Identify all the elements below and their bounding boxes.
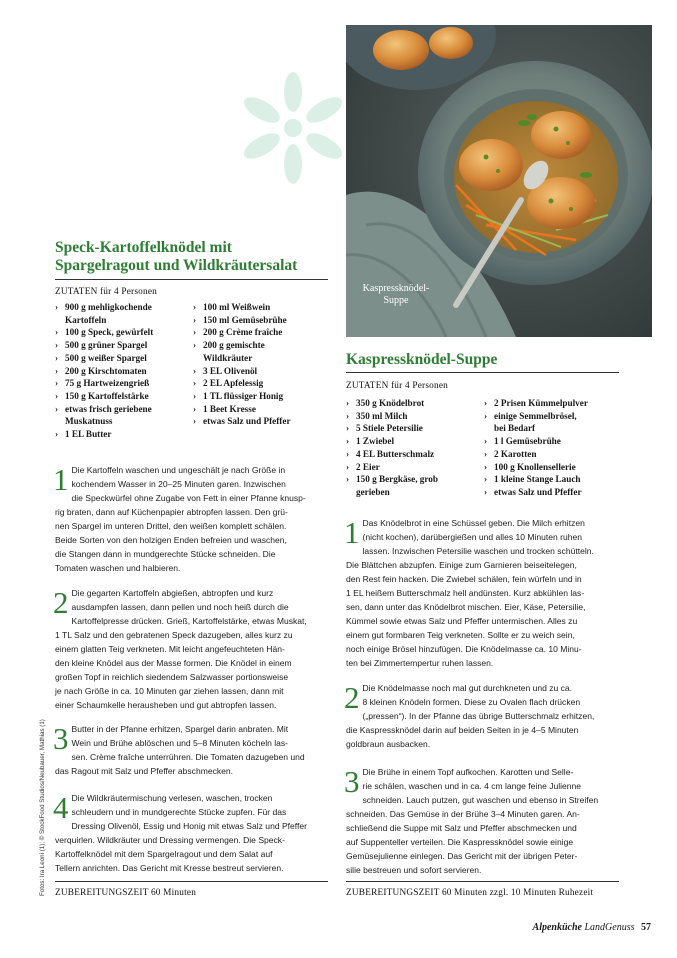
bullet-arrow-icon: › [193, 390, 197, 401]
recipe1-ingredient-text: 200 g Crème fraîche [203, 327, 283, 338]
recipe1-ingredient [55, 314, 195, 327]
recipe1-ingredient-text: Muskatnuss [65, 416, 113, 427]
recipe1-ingredient [55, 301, 195, 314]
recipe1-ingredient-text: 1 EL Butter [65, 429, 112, 440]
recipe2-step-number: 2 [344, 680, 360, 715]
recipe1-ingredient-text: 200 g Kirschtomaten [65, 365, 147, 376]
bullet-arrow-icon: › [346, 423, 350, 434]
recipe1-ingredient-text: 2 EL Apfelessig [203, 378, 264, 389]
recipe1-step-3 [55, 723, 340, 779]
recipe1-ingredient-text: 1 Beet Kresse [203, 403, 256, 414]
recipe1-step-text-line: Butter in der Pfanne erhitzen, Spargel darin anbraten. Mit [71, 724, 289, 734]
recipe1-ingredient [193, 390, 333, 403]
recipe2-ingredient [346, 486, 486, 499]
recipe2-step-text-line: ten bei Zimmertempertur ruhen lassen. [346, 657, 494, 668]
bullet-arrow-icon: › [193, 416, 197, 427]
recipe1-step-text-line: Tomaten waschen und halbieren. [55, 562, 181, 573]
recipe2-step-text-line: Gemüsejulienne einlegen. Das Gericht mit der übrigen Peter- [346, 850, 578, 861]
recipe1-step-text-line: einem glatten Teig verkneten. Mit leicht angefeuchteten Hän- [55, 643, 285, 654]
recipe2-step-text-line: noch einige Brösel hinzufügen. Die Knödelmasse ca. 10 Minu- [346, 643, 582, 654]
recipe1-step-text-line: je nach Größe in ca. 10 Minuten gar ziehen lassen, dann mit [55, 685, 284, 696]
recipe1-ingredient [193, 301, 333, 314]
recipe1-ingredient [55, 415, 195, 428]
bullet-arrow-icon: › [346, 436, 350, 447]
page-footer [533, 922, 651, 933]
recipe2-step-number: 3 [344, 764, 360, 799]
recipe1-ingredient-text: 500 g grüner Spargel [65, 340, 148, 351]
recipe1-ingredient [193, 365, 333, 378]
recipe1-step-number: 2 [53, 585, 69, 620]
page-number: 57 [641, 922, 651, 933]
recipe1-step-text-line: rig braten, dann auf Küchenpapier abtropfen lassen. Den grü- [55, 506, 288, 517]
recipe2-time-rule [346, 881, 619, 882]
recipe1-ingredient-text: etwas Salz und Pfeffer [203, 416, 291, 427]
recipe1-step-text-line: 1 TL Salz und den gebratenen Speck dazugeben, alles kurz zu [55, 629, 293, 640]
recipe1-step-2 [55, 587, 340, 713]
recipe2-ingredient [346, 448, 486, 461]
bullet-arrow-icon: › [55, 302, 59, 312]
recipe2-step-text-line: rie schälen, waschen und in ca. 4 cm lange feine Julienne [362, 780, 582, 791]
recipe2-step-3 [346, 766, 631, 878]
recipe2-ingredient [484, 473, 624, 486]
recipe1-time-rule [55, 881, 328, 882]
recipe2-ingredient [346, 435, 486, 448]
recipe1-step-number: 1 [53, 462, 69, 497]
recipe2-step-text-line: silie bestreuen und sofort servieren. [346, 864, 482, 875]
recipe1-title [55, 239, 345, 275]
recipe2-ingredient [346, 410, 486, 423]
recipe2-ingredient-text: 1 Zwiebel [356, 436, 395, 447]
recipe2-ingredient-text: etwas Salz und Pfeffer [494, 486, 582, 497]
recipe2-ingredient [346, 461, 486, 474]
recipe1-ingredient-text: 150 ml Gemüsebrühe [203, 314, 287, 325]
recipe1-ingredient-text: etwas frisch geriebene [65, 403, 152, 414]
bullet-arrow-icon: › [346, 398, 350, 408]
recipe1-ingredient [193, 314, 333, 327]
bullet-arrow-icon: › [55, 365, 59, 376]
recipe2-step-text-line: schneiden. Lauch putzen, gut waschen und ebenso in Streifen [362, 794, 599, 805]
soup-photo [346, 25, 652, 337]
recipe1-zutaten-for: für 4 Personen [100, 287, 158, 297]
bullet-arrow-icon: › [55, 390, 59, 401]
recipe1-step-4 [55, 792, 340, 876]
recipe1-ingredient-text: 900 g mehligkochende [65, 302, 152, 312]
recipe1-ingredient [193, 415, 333, 428]
recipe2-step-text-line: Das Knödelbrot in eine Schüssel geben. Die Milch erhitzen [362, 518, 585, 528]
recipe1-time [55, 888, 196, 898]
bullet-arrow-icon: › [193, 403, 197, 414]
recipe1-step-text-line: großen Topf in reichlich siedendem Salzwasser portionsweise [55, 671, 289, 682]
recipe1-step-text-line: Beide Sorten von den holzigen Enden befreien und waschen, [55, 534, 287, 545]
recipe2-step-text-line: Die Knödelmasse noch mal gut durchkneten und zu ca. [362, 683, 573, 693]
recipe1-step-text-line: Kartoffelknödel mit dem Spargelragout und dem Salat auf [55, 848, 273, 859]
recipe1-step-text-line: schleudern und in mundgerechte Stücke zupfen. Für das [71, 806, 287, 817]
recipe1-ingredients-col2 [193, 301, 333, 428]
recipe2-title-rule [346, 372, 619, 373]
flower-ornament [238, 70, 348, 190]
recipe2-ingredient-text: 1 kleine Stange Lauch [494, 474, 581, 485]
recipe1-title-line2: Spargelragout und Wildkräutersalat [55, 257, 298, 274]
recipe1-ingredient [193, 326, 333, 339]
bullet-arrow-icon: › [193, 302, 197, 312]
recipe2-step-text-line: die Kaspressknödel darin auf beiden Seiten in je 4–5 Minuten [346, 724, 579, 735]
recipe2-step-text-line: schneiden. Das Gemüse in der Brühe 3–4 Minuten garen. An- [346, 808, 580, 819]
recipe1-time-value: 60 Minuten [150, 888, 197, 898]
recipe1-step-text-line: Die gegarten Kartoffeln abgießen, abtropfen und kurz [71, 588, 274, 598]
recipe2-zutaten-label: ZUTATEN [346, 381, 389, 391]
recipe2-ingredient-text: 350 g Knödelbrot [356, 398, 425, 408]
bullet-arrow-icon: › [346, 448, 350, 459]
recipe1-step-text-line: Tellern anrichten. Das Gericht mit Kresse bestreut servieren. [55, 862, 284, 873]
recipe2-step-text-line: goldbraun ausbacken. [346, 738, 431, 749]
bullet-arrow-icon: › [484, 398, 488, 408]
recipe2-time-label: ZUBEREITUNGSZEIT [346, 888, 440, 898]
recipe1-ingredient-text: 1 TL flüssiger Honig [203, 390, 284, 401]
recipe2-step-text-line: schließend die Suppe mit Salz und Pfeffer abschmecken und [346, 822, 577, 833]
bullet-arrow-icon: › [55, 429, 59, 440]
recipe1-ingredient-text: 3 EL Olivenöl [203, 365, 258, 376]
bullet-arrow-icon: › [55, 403, 59, 414]
recipe2-step-text-line: 1 EL heißem Butterschmalz hell andünsten. Kurz abkühlen las- [346, 587, 585, 598]
recipe1-ingredient [193, 403, 333, 416]
recipe1-title-line1: Speck-Kartoffelknödel mit [55, 239, 232, 256]
recipe2-step-text-line: Die Blättchen abzupfen. Einige zum Garnieren beiseitelegen, [346, 559, 577, 570]
recipe2-ingredient-text: 5 Stiele Petersilie [356, 423, 423, 434]
recipe1-step-1 [55, 464, 340, 576]
bullet-arrow-icon: › [484, 410, 488, 421]
recipe1-ingredient-text: 100 ml Weißwein [203, 302, 271, 312]
bullet-arrow-icon: › [484, 448, 488, 459]
recipe1-ingredient-text: Wildkräuter [203, 352, 253, 363]
bullet-arrow-icon: › [484, 461, 488, 472]
photo-caption-line2: Suppe [383, 295, 409, 306]
recipe2-ingredient-text: gerieben [356, 486, 390, 497]
recipe1-ingredient-text: Kartoffeln [65, 314, 107, 325]
recipe1-step-text-line: die Stangen dann in mundgerechte Stücke schneiden. Die [55, 548, 276, 559]
bullet-arrow-icon: › [55, 340, 59, 351]
recipe2-step-text-line: (nicht kochen), darübergießen und alles 10 Minuten ruhen [362, 531, 583, 542]
recipe2-ingredients-col1 [346, 397, 486, 499]
recipe1-ingredients-col1 [55, 301, 195, 441]
bullet-arrow-icon: › [55, 378, 59, 389]
recipe2-ingredient-text: 2 Karotten [494, 448, 537, 459]
recipe2-step-text-line: 8 kleinen Knödeln formen. Diese zu Ovalen flach drücken [362, 696, 581, 707]
recipe1-step-text-line: Dressing Olivenöl, Essig und Honig mit etwas Salz und Pfeffer [71, 820, 307, 831]
recipe1-ingredient [55, 352, 195, 365]
recipe1-ingredient-text: 100 g Speck, gewürfelt [65, 327, 154, 338]
recipe1-step-text-line: ausdampfen lassen, dann pellen und noch heiß durch die [71, 601, 289, 612]
recipe2-time-value: 60 Minuten zzgl. 10 Minuten Ruhezeit [441, 888, 594, 898]
recipe2-ingredient-text: einige Semmelbrösel, [494, 410, 577, 421]
recipe2-zutaten-for: für 4 Personen [391, 381, 449, 391]
bullet-arrow-icon: › [484, 486, 488, 497]
recipe2-step-number: 1 [344, 515, 360, 550]
recipe1-ingredient [55, 377, 195, 390]
recipe2-step-1 [346, 517, 631, 670]
bullet-arrow-icon: › [193, 327, 197, 338]
recipe2-ingredient-text: 150 g Bergkäse, grob [356, 474, 439, 485]
recipe2-step-text-line: Kümmel sowie etwas Salz und Pfeffer untermischen. Alles zu [346, 615, 578, 626]
recipe1-ingredient-text: 500 g weißer Spargel [65, 352, 147, 363]
recipe1-zutaten-heading [55, 287, 157, 297]
recipe1-ingredient [55, 428, 195, 441]
recipe1-step-text-line: Die Wildkräutermischung verlesen, waschen, trocken [71, 793, 273, 803]
recipe1-step-text-line: die Speckwürfel ohne Zugabe von Fett in einer Pfanne knusp- [71, 492, 306, 503]
recipe2-ingredient-text: 100 g Knollensellerie [494, 461, 576, 472]
recipe1-step-text-line: Wein und Brühe ablöschen und 5–8 Minuten köcheln las- [71, 737, 289, 748]
bullet-arrow-icon: › [193, 340, 197, 351]
recipe2-step-text-line: lassen. Inzwischen Petersilie waschen und trocken schütteln. [362, 545, 594, 556]
footer-magazine: Alpenküche [532, 922, 582, 933]
recipe1-ingredient [55, 403, 195, 416]
recipe1-step-number: 4 [53, 790, 69, 825]
recipe1-ingredient-text: 150 g Kartoffelstärke [65, 390, 149, 401]
recipe1-ingredient [193, 339, 333, 352]
recipe2-ingredient [346, 422, 486, 435]
photo-caption-line1: Kaspressknödel- [362, 283, 430, 294]
recipe1-title-rule [55, 279, 328, 280]
recipe1-time-label: ZUBEREITUNGSZEIT [55, 888, 149, 898]
recipe1-ingredient [55, 390, 195, 403]
recipe2-ingredient [484, 486, 624, 499]
recipe2-step-text-line: sen, dann unter das Knödelbrot mischen. Eier, Käse, Petersilie, [346, 601, 586, 612]
bullet-arrow-icon: › [193, 365, 197, 376]
recipe1-step-text-line: das Ragout mit Salz und Pfeffer abschmecken. [55, 765, 233, 776]
recipe1-ingredient [55, 326, 195, 339]
recipe2-ingredient [484, 448, 624, 461]
recipe2-title: Kaspressknödel-Suppe [346, 351, 498, 368]
photo-caption [358, 283, 434, 307]
recipe2-ingredient-text: bei Bedarf [494, 423, 536, 434]
recipe2-ingredient [484, 422, 624, 435]
recipe1-step-text-line: den kleine Knödel aus der Masse formen. Die Knödel in einem [55, 657, 292, 668]
recipe1-step-text-line: verquirlen. Wildkräuter und Dressing vermengen. Die Speck- [55, 834, 285, 845]
recipe2-step-text-line: Die Brühe in einem Topf aufkochen. Karotten und Selle- [362, 767, 574, 777]
recipe2-ingredient [484, 435, 624, 448]
footer-brand: LandGenuss [584, 922, 635, 933]
recipe2-ingredient-text: 2 Prisen Kümmelpulver [494, 398, 588, 408]
bullet-arrow-icon: › [193, 314, 197, 325]
recipe2-step-text-line: („pressen“). In der Pfanne das übrige Butterschmalz erhitzen, [362, 710, 595, 721]
recipe2-ingredient [484, 410, 624, 423]
recipe1-ingredient [55, 339, 195, 352]
recipe2-step-2 [346, 682, 631, 752]
recipe1-step-text-line: sen. Crème fraîche unterrühren. Die Tomaten dazugeben und [71, 751, 305, 762]
recipe1-step-text-line: Die Kartoffeln waschen und ungeschält je nach Größe in [71, 465, 286, 475]
recipe1-ingredient-text: 75 g Hartweizengrieß [65, 378, 150, 389]
recipe2-zutaten-heading [346, 381, 448, 391]
recipe1-step-text-line: nen Spargel im unteren Drittel, den weißen komplett schälen. [55, 520, 287, 531]
recipe1-step-number: 3 [53, 721, 69, 756]
recipe1-ingredient-text: 200 g gemischte [203, 340, 265, 351]
bullet-arrow-icon: › [484, 474, 488, 485]
recipe1-ingredient [193, 352, 333, 365]
recipe2-step-text-line: auf Suppenteller verteilen. Die Kaspressknödel sowie einige [346, 836, 574, 847]
photo-credit: Fotos: Ira Leoni (1); © StockFood Studios/Neubauer, Mathias (1) [39, 719, 46, 896]
bullet-arrow-icon: › [55, 327, 59, 338]
recipe1-zutaten-label: ZUTATEN [55, 287, 98, 297]
recipe2-ingredients-col2 [484, 397, 624, 499]
recipe2-ingredient-text: 350 ml Milch [356, 410, 408, 421]
bullet-arrow-icon: › [346, 474, 350, 485]
recipe2-ingredient [484, 397, 624, 410]
bullet-arrow-icon: › [484, 436, 488, 447]
recipe2-ingredient-text: 1 l Gemüsebrühe [494, 436, 561, 447]
recipe2-ingredient [484, 461, 624, 474]
bullet-arrow-icon: › [346, 461, 350, 472]
recipe2-step-text-line: einem gut formbaren Teig verkneten. Sollte er zu weich sein, [346, 629, 575, 640]
recipe2-ingredient-text: 2 Eier [356, 461, 380, 472]
recipe1-ingredient [55, 365, 195, 378]
bullet-arrow-icon: › [55, 352, 59, 363]
recipe2-ingredient [346, 397, 486, 410]
recipe1-step-text-line: Kartoffelpresse drücken. Grieß, Kartoffelstärke, etwas Muskat, [71, 615, 307, 626]
recipe2-time [346, 888, 593, 898]
bullet-arrow-icon: › [346, 410, 350, 421]
recipe2-step-text-line: den Rest fein hacken. Die Zwiebel schälen, fein würfeln und in [346, 573, 582, 584]
recipe2-ingredient-text: 4 EL Butterschmalz [356, 448, 435, 459]
recipe2-ingredient [346, 473, 486, 486]
recipe1-ingredient [193, 377, 333, 390]
recipe1-step-text-line: kochendem Wasser in 20–25 Minuten garen. Inzwischen [71, 478, 286, 489]
bullet-arrow-icon: › [193, 378, 197, 389]
recipe1-step-text-line: einer Schaumkelle herausheben und gut abtropfen lassen. [55, 699, 277, 710]
